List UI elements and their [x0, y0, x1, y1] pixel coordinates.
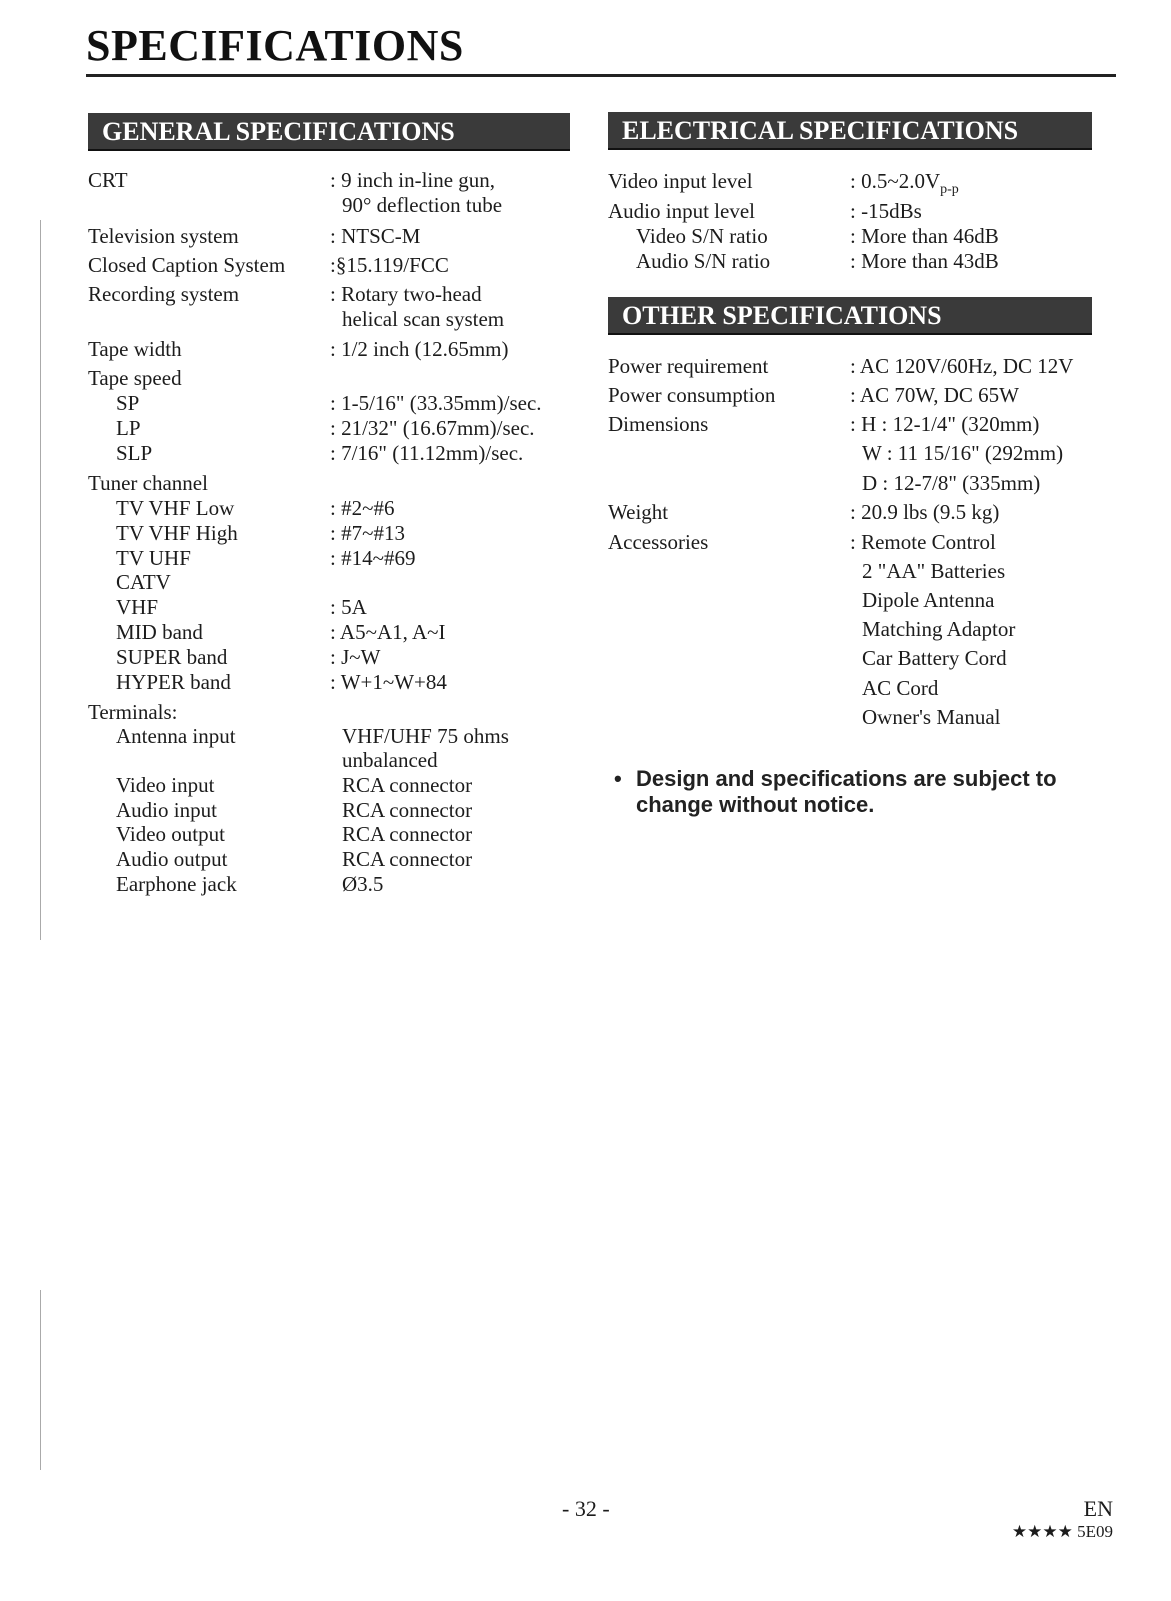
- electrical-specifications-heading: ELECTRICAL SPECIFICATIONS: [608, 112, 1092, 150]
- spec-value-text: 90° deflection tube: [342, 193, 503, 217]
- spec-label: TV UHF: [116, 546, 191, 570]
- document-code: ★★★★ 5E09: [1011, 1522, 1113, 1541]
- spec-value: [862, 588, 994, 613]
- spec-value: [330, 337, 508, 362]
- spec-label: Closed Caption System: [88, 253, 286, 277]
- spec-value-text: W : 11 15/16" (292mm): [862, 441, 1064, 465]
- spec-value: [862, 646, 1007, 671]
- spec-value: [330, 521, 405, 546]
- notice-text: Design and specifications are subject to change without notice.: [636, 766, 1057, 817]
- spec-value: [850, 383, 1019, 408]
- spec-value: [330, 168, 495, 193]
- spec-value-text: : More than 46dB: [850, 224, 999, 248]
- spec-label: SUPER band: [116, 645, 228, 669]
- spec-value: [342, 798, 472, 823]
- spec-value-text: : W+1~W+84: [330, 670, 447, 694]
- spec-label: Video input: [116, 773, 215, 797]
- spec-value-text: : 0.5~2.0V: [850, 169, 941, 193]
- spec-value-text: 2 "AA" Batteries: [862, 559, 1006, 583]
- spec-value: [330, 595, 367, 620]
- spec-value-text: : AC 120V/60Hz, DC 12V: [850, 354, 1074, 378]
- spec-value-text: : #7~#13: [330, 521, 405, 545]
- spec-label: Dimensions: [608, 412, 709, 436]
- spec-value: [850, 530, 996, 555]
- spec-value-text: : H : 12-1/4" (320mm): [850, 412, 1040, 436]
- spec-value-text: : 5A: [330, 595, 367, 619]
- spec-value-text: : A5~A1, A~I: [330, 620, 446, 644]
- spec-value: [330, 441, 523, 466]
- spec-label: Video input level: [608, 169, 753, 193]
- spec-value: [330, 496, 394, 521]
- spec-value-text: : -15dBs: [850, 199, 922, 223]
- spec-label: Audio output: [116, 847, 228, 871]
- spec-value-text: RCA connector: [342, 822, 473, 846]
- spec-label: Earphone jack: [116, 872, 237, 896]
- spec-label: Television system: [88, 224, 239, 248]
- spec-value: [850, 199, 922, 224]
- spec-value: [862, 441, 1063, 466]
- spec-label: Power requirement: [608, 354, 769, 378]
- spec-label: Audio input level: [608, 199, 755, 223]
- spec-value: [330, 391, 542, 416]
- spec-value-text: :§15.119/FCC: [330, 253, 449, 277]
- spec-label: TV VHF High: [116, 521, 238, 545]
- spec-value: [850, 169, 959, 202]
- spec-label: Audio S/N ratio: [636, 249, 771, 273]
- spec-label: Tape speed: [88, 366, 182, 390]
- spec-label: Terminals:: [88, 700, 178, 724]
- spec-label: SLP: [116, 441, 153, 465]
- spec-value-text: : #14~#69: [330, 546, 416, 570]
- spec-value: [330, 620, 445, 645]
- spec-value-text: : J~W: [330, 645, 381, 669]
- spec-value: [850, 412, 1039, 437]
- bullet-icon: •: [614, 766, 622, 791]
- spec-value-text: : 1/2 inch (12.65mm): [330, 337, 509, 361]
- spec-value-text: unbalanced: [342, 748, 438, 772]
- spec-label: CATV: [116, 570, 171, 594]
- spec-value: [330, 670, 447, 695]
- spec-label: VHF: [116, 595, 159, 619]
- spec-value: [330, 224, 420, 249]
- spec-value: [342, 847, 472, 872]
- spec-value-text: : NTSC-M: [330, 224, 421, 248]
- spec-value-text: Dipole Antenna: [862, 588, 995, 612]
- specification-notice: [614, 766, 1124, 818]
- spec-value: [342, 822, 472, 847]
- spec-value: [330, 416, 535, 441]
- spec-value-text: RCA connector: [342, 847, 473, 871]
- other-specifications-heading: OTHER SPECIFICATIONS: [608, 297, 1092, 335]
- spec-value-text: helical scan system: [342, 307, 505, 331]
- spec-value-text: : 7/16" (11.12mm)/sec.: [330, 441, 524, 465]
- spec-value: [862, 559, 1005, 584]
- spec-value-text: RCA connector: [342, 773, 473, 797]
- spec-label: TV VHF Low: [116, 496, 235, 520]
- spec-value-text: : 20.9 lbs (9.5 kg): [850, 500, 1000, 524]
- spec-value-text: : 9 inch in-line gun,: [330, 168, 496, 192]
- spec-value: [342, 193, 502, 218]
- spec-value: [850, 224, 999, 249]
- spec-value: [862, 617, 1015, 642]
- spec-value: [342, 773, 472, 798]
- spec-value-text: Matching Adaptor: [862, 617, 1016, 641]
- spec-value-text: : 21/32" (16.67mm)/sec.: [330, 416, 535, 440]
- title-rule: [86, 74, 1116, 77]
- spec-label: CRT: [88, 168, 128, 192]
- spec-label: Audio input: [116, 798, 217, 822]
- spec-value: [862, 471, 1040, 496]
- spec-value: [330, 546, 415, 571]
- spec-label: HYPER band: [116, 670, 231, 694]
- spec-label: Video S/N ratio: [636, 224, 768, 248]
- spec-label: Video output: [116, 822, 225, 846]
- spec-value-text: : Rotary two-head: [330, 282, 482, 306]
- spec-label: MID band: [116, 620, 203, 644]
- spec-value: [850, 500, 999, 525]
- spec-value: [330, 645, 380, 670]
- spec-value-text: RCA connector: [342, 798, 473, 822]
- spec-value: [342, 307, 504, 332]
- spec-label: Recording system: [88, 282, 240, 306]
- spec-value-text: VHF/UHF 75 ohms: [342, 724, 509, 748]
- page-number: - 32 -: [562, 1496, 610, 1521]
- margin-line: [40, 220, 41, 940]
- spec-value-text: : #2~#6: [330, 496, 395, 520]
- spec-value-text: Car Battery Cord: [862, 646, 1007, 670]
- spec-value: [862, 705, 1001, 730]
- spec-value-text: : AC 70W, DC 65W: [850, 383, 1019, 407]
- spec-label: Accessories: [608, 530, 709, 554]
- spec-value-text: AC Cord: [862, 676, 939, 700]
- page-title: SPECIFICATIONS: [86, 21, 464, 70]
- spec-value: [850, 354, 1073, 379]
- language-code: EN: [1083, 1496, 1113, 1521]
- spec-value: [342, 724, 509, 749]
- spec-label: Tape width: [88, 337, 182, 361]
- spec-value-subscript: p-p: [940, 182, 959, 197]
- spec-label: Power consumption: [608, 383, 776, 407]
- spec-label: Antenna input: [116, 724, 236, 748]
- spec-value: [342, 872, 383, 897]
- spec-value: [330, 253, 449, 278]
- spec-value: [342, 748, 438, 773]
- spec-value: [862, 676, 938, 701]
- spec-label: SP: [116, 391, 140, 415]
- spec-value-text: : More than 43dB: [850, 249, 999, 273]
- spec-value-text: D : 12-7/8" (335mm): [862, 471, 1041, 495]
- spec-value-text: : 1-5/16" (33.35mm)/sec.: [330, 391, 542, 415]
- general-specifications-heading: GENERAL SPECIFICATIONS: [88, 113, 570, 151]
- spec-value-text: Ø3.5: [342, 872, 384, 896]
- spec-label: Tuner channel: [88, 471, 208, 495]
- spec-label: Weight: [608, 500, 669, 524]
- spec-value-text: : Remote Control: [850, 530, 996, 554]
- spec-label: LP: [116, 416, 141, 440]
- spec-value: [850, 249, 999, 274]
- spec-value: [330, 282, 482, 307]
- spec-value-text: Owner's Manual: [862, 705, 1001, 729]
- margin-line: [40, 1290, 41, 1470]
